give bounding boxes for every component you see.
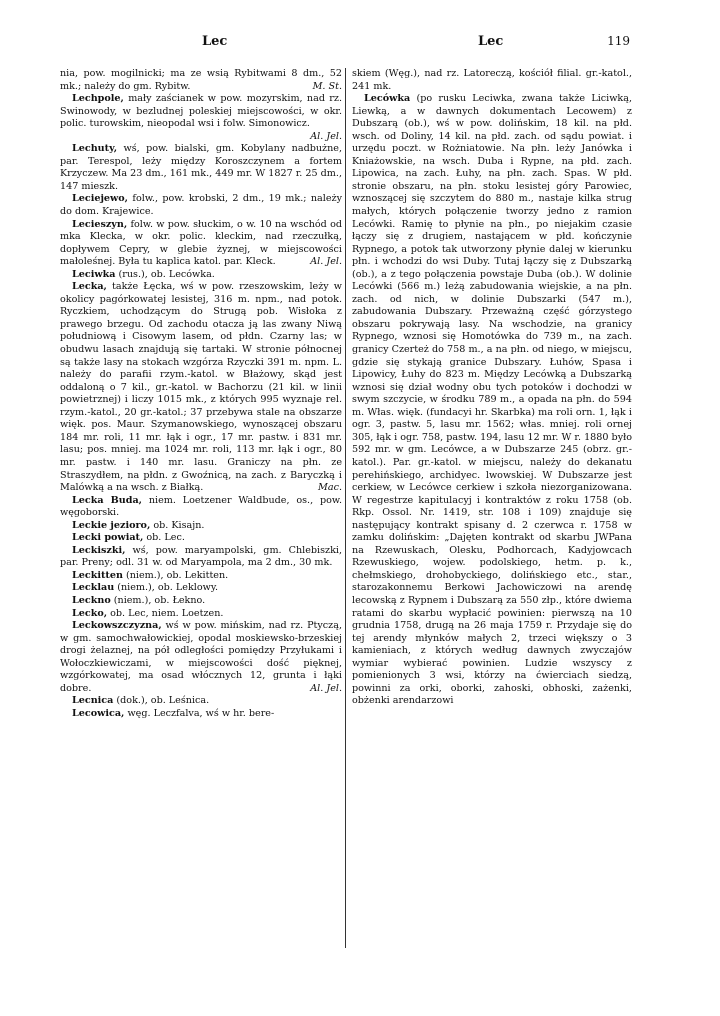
dictionary-entry bbox=[60, 582, 342, 595]
entry-text: (niem.), ob. Lekitten. bbox=[122, 569, 229, 581]
entry-text: niem. Loetzener Waldbude, os., pow. węgoborski. bbox=[60, 494, 342, 519]
entry-headword: Lecnica bbox=[72, 695, 114, 707]
dictionary-entry bbox=[60, 68, 342, 93]
entry-text: wś w pow. mińskim, nad rz. Ptyczą, w gm. samochwałowickiej, opodal moskiewsko-brzeskiej drogi żelaznej, na pół odległości pomiędzy Przyłukami i Wołoczkiewiczami, w miejscowości dość pięknej, wzgórkowatej, ma osad włócznych 12, grunta i łąki dobre. bbox=[60, 620, 342, 694]
entry-headword: Lecowica, bbox=[72, 707, 125, 719]
entry-text: także Łęcka, wś w pow. rzeszowskim, leży w okolicy pagórkowatej lesistej, 316 m. npm., nad potok. Ryczkiem, uchodzącym do Strugą pob. Wisłoka z prawego brzegu. Od zachodu otacza ją las zwany Niwą południową i Cisowym lasem, od płdn. Czarny las; w obudwu lasach znajdują się tartaki. W stronie północnej są także lasy na stokach wzgórza Rzyczki 391 m. npm. L. należy do parafii rzym.-katol. w Błażowy, skąd jest oddaloną o 7 kil., gr.-katol. w Bachorzu (21 kil. w linii powietrznej) i liczy 1015 mk., z których 995 wyznaje rel. rzym.-katol., 20 gr.-katol.; 37 przebywa stale na obszarze więk. pos. Maur. Szymanowskiego, wynoszącej obszaru 184 mr. roli, 11 mr. łąk i ogr., 17 mr. pastw. i 831 mr. lasu; pos. mniej. ma 1024 mr. roli, 113 mr. łąk i ogr., 80 mr. pastw. i 140 mr. lasu. Graniczy na płn. ze Straszydłem, na płdn. z Gwoźnicą, na zach. z Baryczką i Malówką a na wsch. z Białką. bbox=[60, 281, 342, 494]
dictionary-entry bbox=[60, 93, 342, 143]
entry-signature: Al. Jel. bbox=[310, 256, 342, 268]
entry-headword: Lecklau bbox=[72, 582, 115, 594]
left-column bbox=[60, 68, 342, 720]
entry-headword: Leckowszczyzna, bbox=[72, 620, 162, 632]
dictionary-entry bbox=[60, 219, 342, 269]
entry-text: węg. Leczfalva, wś w hr. bere- bbox=[124, 707, 275, 719]
entry-text: (dok.), ob. Leśnica. bbox=[113, 695, 210, 707]
dictionary-entry bbox=[60, 708, 342, 721]
entry-headword: Lechuty, bbox=[72, 143, 118, 155]
entry-text: wś, pow. bialski, gm. Kobylany nadbużne, par. Terespol, leży między Koroszczynem a fortem Krzyczew. Ma 23 dm., 161 mk., 449 mr. W 1827 r. 25 dm., 147 mieszk. bbox=[60, 143, 342, 192]
entry-headword: Leckitten bbox=[72, 569, 123, 581]
dictionary-entry bbox=[60, 545, 342, 570]
right-column bbox=[352, 68, 632, 708]
dictionary-entry bbox=[60, 570, 342, 583]
entry-headword: Lecki powiat, bbox=[72, 532, 144, 544]
entry-headword: Lechpole, bbox=[72, 93, 124, 105]
entry-headword: Leciejewo, bbox=[72, 193, 129, 205]
entry-text: (rus.), ob. Lecówka. bbox=[115, 268, 215, 280]
dictionary-entry bbox=[60, 608, 342, 621]
dictionary-entry bbox=[60, 495, 342, 520]
dictionary-entry bbox=[60, 193, 342, 218]
entry-text: (niem.), ob. Leklowy. bbox=[114, 582, 219, 594]
entry-text: skiem (Węg.), nad rz. Latoreczą, kościół filial. gr.-katol., 241 mk. bbox=[352, 68, 632, 92]
entry-text: (niem.), ob. Łekno. bbox=[110, 594, 206, 606]
entry-headword: Leckie jezioro, bbox=[72, 519, 151, 531]
dictionary-entry bbox=[60, 281, 342, 494]
dictionary-entry bbox=[352, 93, 632, 708]
entry-text: (po rusku Leciwka, zwana także Liciwką, Liewką, a w dawnych dokumentach Lecowem) z Dubszarą (ob.), wś w pow. dolińskim, 18 kil. na płd. wsch. od Doliny, 14 kil. na płd. zach. od sądu powiat. i urzędu poczt. w Rożniatowie. Na płn. leży Janówka i Kniażowskie, na wsch. Duba i Rypne, na płd. zach. Lipowica, na zach. Łuhy, na płn. zach. Spas. W płd. stronie obszaru, na płn. stoku lesistej góry Parowiec, wznoszącej się szczytem do 880 m., nastaje kilka strug małych, których połączenie tworzy jedno z ramion Lecówki. Ramię to płynie na płn., po niejakim czasie łączy się z drugiem, nastającem w płd. kończynie Rypnego, a potok tak utworzony płynie dalej w kierunku płn. i wchodzi do wsi Duby. Tutaj łączy się z Dubszarką (ob.), a z tego połączenia powstaje Duba (ob.). W dolinie Lecówki (566 m.) leżą zabudowania wiejskie, a na płn. zach. od nich, w dolinie Dubszarki (547 m.), zabudowania Dubszary. Przeważną część górzystego obszaru pokrywają lasy. Na wschodzie, na granicy Rypnego, wznosi się Homotówka do 739 m., na zach. granicy Czerteż do 758 m., a na płn. od niego, w miejscu, gdzie się stykają granice Dubszary. Łuhów, Spasa i Lipowicy, Łuhy do 823 m. Między Lecówką a Dubszarką wznosi się dział wodny obu tych potoków i dochodzi w swym szczycie, w środku 789 m., a opada na płn. do 594 m. Włas. więk. (fundacyi hr. Skarbka) ma roli orn. 1, łąk i ogr. 3, pastw. 5, lasu mr. 1562; włas. mniej. roli ornej 305, łąk i ogr. 758, pastw. 194, lasu 12 mr. W r. 1880 było 592 mr. w gm. Lecówce, a w Dubszarze 245 (obrz. gr.-katol.). Par. gr.-katol. w miejscu, należy do dekanatu perehińskiego, archidyec. lwowskiej. W Dubszarze jest cerkiew, w Lecówce cerkiew i szkoła niezorganizowana. W regestrze kapitulacyj i kontraktów z roku 1758 (ob. Rkp. Ossol. Nr. 1419, str. 108 i 109) znajduje się następujący kontrakt spisany d. 2 czerwca r. 1758 w zamku dolińskim: „Dajęten kontrakt od skarbu JWPana na Rzewuskach, Olesku, Podhorcach, Kadyjowcach Rzewuskiego, wojew. podolskiego, hetm. p. k., chełmskiego, drohobyckiego, dolińskiego etc., star., starozakonnemu Berkowi Jachowiczowi na arendę lecowską z Rypnem i Dubszarą za 550 złp., które dwiema ratami do skarbu wypłacić powinien: pierwszą na 10 grudnia 1758, drugą na 26 maja 1759 r. Przydaje się do tej arendy młynków małych 2, trzeci większy o 3 kamieniach, z których według dawnych zwyczajów wymiar wybierać powinien. Ludzie wszyscy z pomienionych 3 wsi, którzy na ćwierciach siedzą, powinni za orki, oborki, zahoski, obhoski, zażenki, obżenki arendarzowi bbox=[352, 93, 632, 707]
entry-headword: Lecka, bbox=[72, 281, 107, 293]
entry-headword: Lecieszyn, bbox=[72, 218, 128, 230]
dictionary-entry bbox=[60, 269, 342, 282]
entry-headword: Lecko, bbox=[72, 607, 108, 619]
entry-text: nia, pow. mogilnicki; ma ze wsią Rybitwami 8 dm., 52 mk.; należy do gm. Rybitw. bbox=[60, 68, 342, 92]
entry-text: ob. Lec. bbox=[143, 532, 185, 544]
dictionary-entry bbox=[60, 620, 342, 695]
dictionary-entry bbox=[60, 143, 342, 193]
dictionary-entry bbox=[60, 520, 342, 533]
entry-text: folw. w pow. słuckim, o w. 10 na wschód od mka Klecka, w okr. polic. kleckim, nad rzeczułką, dopływem Cepry, w glebie żyznej, w miejscowości małoleśnej. Była tu kaplica katol. par. Kleck. bbox=[60, 218, 342, 268]
dictionary-entry bbox=[60, 595, 342, 608]
dictionary-entry bbox=[352, 68, 632, 93]
entry-text: mały zaścianek w pow. mozyrskim, nad rz. Swinowody, w bezludnej poleskiej miejscowości, w okr. polic. turowskim, nieopodal wsi i folw. Simonowicz. bbox=[60, 93, 342, 130]
entry-text: folw., pow. krobski, 2 dm., 19 mk.; należy do dom. Krajewice. bbox=[60, 193, 342, 218]
entry-signature: M. St. bbox=[312, 80, 342, 92]
page-number: 119 bbox=[607, 34, 630, 48]
entry-text: ob. Lec, niem. Loetzen. bbox=[107, 607, 224, 619]
entry-headword: Lecka Buda, bbox=[72, 494, 143, 506]
entry-signature: Al. Jel. bbox=[310, 130, 342, 142]
entry-headword: Leckiszki, bbox=[72, 544, 126, 556]
entry-headword: Leciwka bbox=[72, 268, 116, 280]
entry-signature: Al. Jel. bbox=[310, 682, 342, 694]
page-header bbox=[60, 34, 630, 54]
entry-headword: Lecówka bbox=[364, 93, 411, 105]
dictionary-entry bbox=[60, 695, 342, 708]
running-head-left: Lec bbox=[202, 34, 228, 49]
running-head-right: Lec bbox=[478, 34, 504, 49]
entry-text: ob. Kisajn. bbox=[150, 519, 205, 531]
dictionary-entry bbox=[60, 532, 342, 545]
entry-headword: Leckno bbox=[72, 594, 111, 606]
entry-text: wś, pow. maryampolski, gm. Chlebiszki, par. Preny; odl. 31 w. od Maryampola, ma 2 dm., 30 mk. bbox=[60, 544, 342, 569]
column-divider bbox=[345, 68, 346, 948]
entry-signature: Mac. bbox=[318, 482, 342, 494]
